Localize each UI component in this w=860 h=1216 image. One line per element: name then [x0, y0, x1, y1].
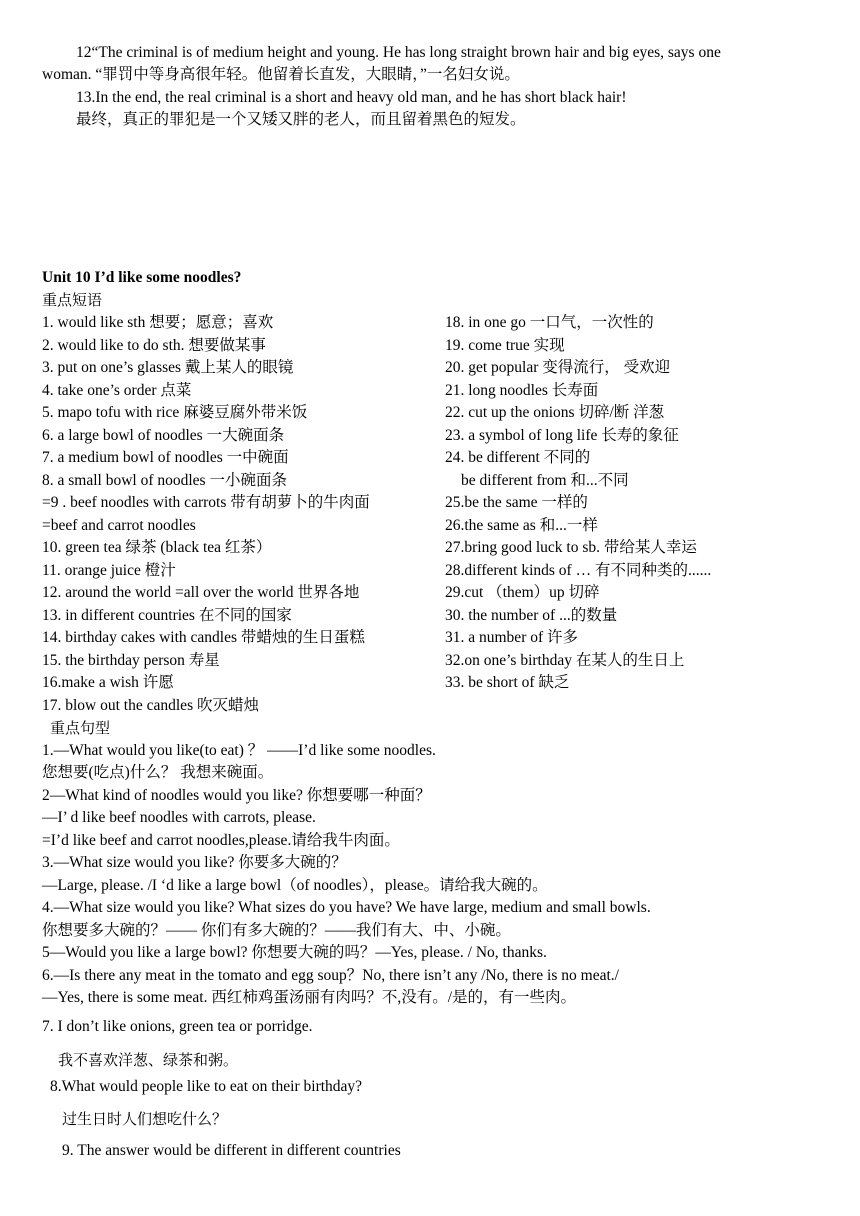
sentence-line: —Large, please. /I ‘d like a large bowl（of noodles），please。请给我大碗的。 [42, 877, 548, 894]
sentence-line: —Yes, there is some meat. 西红柿鸡蛋汤丽有肉吗？不,没有。/是的，有一些肉。 [42, 989, 577, 1006]
phrase-item: 21. long noodles 长寿面 [445, 381, 599, 399]
sentence-line: 2—What kind of noodles would you like? 你想要哪一种面？ [42, 787, 431, 804]
phrase-item: 17. blow out the candles 吹灭蜡烛 [42, 696, 259, 714]
phrase-item: 33. be short of 缺乏 [445, 674, 570, 691]
sentence-9: 9. The answer would be different in different countries [62, 1142, 401, 1159]
intro-line-13-cn: 最终，真正的罪犯是一个又矮又胖的老人，而且留着黑色的短发。 [76, 111, 526, 128]
phrases-left-column [42, 312, 442, 717]
phrase-item: be different from 和...不同 [461, 471, 629, 489]
sentence-7-cn: 我不喜欢洋葱、绿茶和粥。 [58, 1051, 239, 1069]
phrase-item: 24. be different 不同的 [445, 449, 591, 466]
sentence-8-cn: 过生日时人们想吃什么？ [62, 1110, 228, 1128]
phrase-item: 1. would like sth 想要；愿意；喜欢 [42, 314, 274, 331]
sentences-heading: 重点句型 [50, 719, 111, 737]
phrase-item: 16.make a wish 许愿 [42, 674, 174, 691]
phrase-item: =9 . beef noodles with carrots 带有胡萝卜的牛肉面 [42, 494, 370, 511]
sentence-line: 6.—Is there any meat in the tomato and egg soup？No, there isn’t any /No, there is no meat./ [42, 967, 619, 984]
intro-line-13: 13.In the end, the real criminal is a short and heavy old man, and he has short black hair! [76, 89, 627, 106]
phrases-heading: 重点短语 [42, 291, 103, 309]
phrase-item: 29.cut （them）up 切碎 [445, 584, 600, 601]
phrases-right-column [445, 312, 845, 695]
sentence-8: 8.What would people like to eat on their birthday? [50, 1078, 363, 1095]
phrase-item: 10. green tea 绿茶 (black tea 红茶） [42, 539, 272, 556]
phrase-item: 23. a symbol of long life 长寿的象征 [445, 426, 679, 444]
phrase-item: 25.be the same 一样的 [445, 494, 588, 511]
phrase-item: 14. birthday cakes with candles 带蜡烛的生日蛋糕 [42, 629, 365, 646]
phrase-item: 3. put on one’s glasses 戴上某人的眼镜 [42, 359, 294, 376]
phrase-item: 4. take one’s order 点菜 [42, 381, 192, 399]
phrase-item: 15. the birthday person 寿星 [42, 651, 220, 669]
phrase-item: 32.on one’s birthday 在某人的生日上 [445, 651, 685, 669]
phrase-item: 13. in different countries 在不同的国家 [42, 606, 292, 624]
phrase-item: 26.the same as 和...一样 [445, 516, 598, 534]
phrase-item: 11. orange juice 橙汁 [42, 561, 176, 579]
phrase-item: 22. cut up the onions 切碎/断 洋葱 [445, 404, 665, 421]
sentence-line: 3.—What size would you like? 你要多大碗的？ [42, 854, 347, 871]
sentence-line: 1.—What would you like(to eat) ？ ——I’d like some noodles. [42, 742, 436, 759]
sentence-7: 7. I don’t like onions, green tea or porridge. [42, 1018, 313, 1035]
sentence-line: 4.—What size would you like? What sizes do you have? We have large, medium and small bowls. [42, 899, 651, 916]
phrase-item: 7. a medium bowl of noodles 一中碗面 [42, 449, 289, 466]
intro-line-12b: woman. “罪罚中等身高很年轻。他留着长直发，大眼睛，”一名妇女说。 [42, 66, 520, 83]
sentence-line: —I’ d like beef noodles with carrots, please. [42, 809, 316, 826]
phrase-item: 19. come true 实现 [445, 336, 565, 354]
phrase-item: 5. mapo tofu with rice 麻婆豆腐外带米饭 [42, 404, 308, 421]
phrase-item: 8. a small bowl of noodles 一小碗面条 [42, 471, 287, 489]
phrase-item: 28.different kinds of … 有不同种类的...... [445, 561, 712, 579]
unit-title: Unit 10 I’d like some noodles? [42, 269, 242, 286]
sentence-line: 你想要多大碗的？—— 你们有多大碗的？——我们有大、中、小碗。 [42, 922, 511, 939]
phrase-item: 27.bring good luck to sb. 带给某人幸运 [445, 539, 697, 556]
phrase-item: 31. a number of 许多 [445, 629, 579, 646]
phrase-item: 20. get popular 变得流行， 受欢迎 [445, 359, 671, 376]
phrase-item: =beef and carrot noodles [42, 516, 196, 534]
phrase-item: 2. would like to do sth. 想要做某事 [42, 336, 266, 354]
phrase-item: 18. in one go 一口气，一次性的 [445, 314, 654, 331]
sentence-line: =I’d like beef and carrot noodles,please.请给我牛肉面。 [42, 832, 400, 849]
sentence-line: 您想要(吃点)什么？ 我想来碗面。 [42, 764, 274, 781]
intro-line-12a: 12“The criminal is of medium height and young. He has long straight brown hair and big eyes, says one [76, 44, 721, 61]
sentence-line: 5—Would you like a large bowl? 你想要大碗的吗？—Yes, please. / No, thanks. [42, 944, 547, 961]
phrase-item: 6. a large bowl of noodles 一大碗面条 [42, 426, 285, 444]
phrase-item: 30. the number of ...的数量 [445, 606, 618, 624]
phrase-item: 12. around the world =all over the world 世界各地 [42, 584, 360, 601]
